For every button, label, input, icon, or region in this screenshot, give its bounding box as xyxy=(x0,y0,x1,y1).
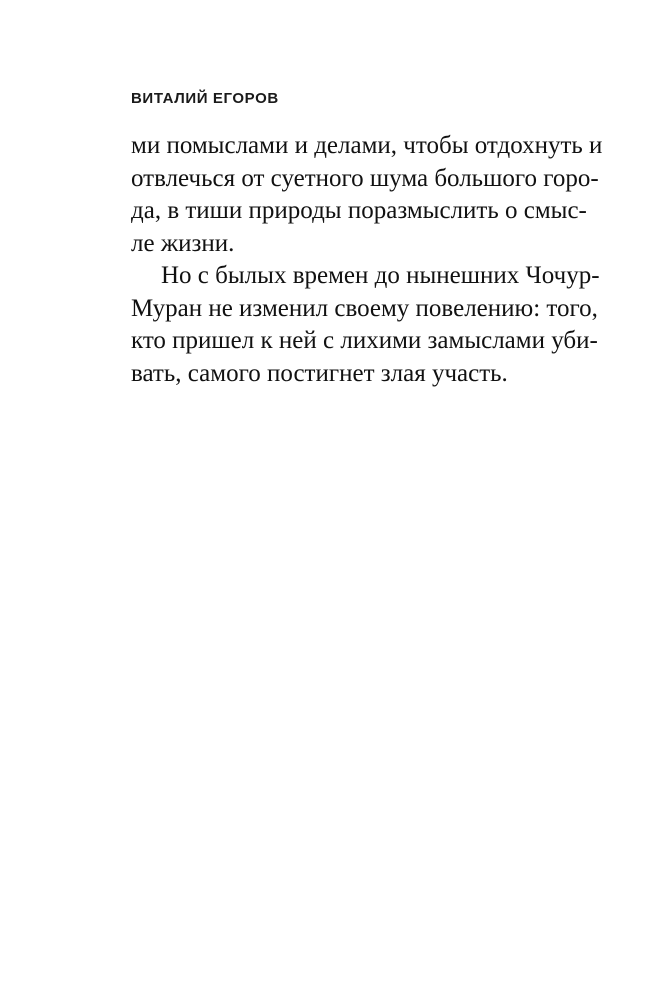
text-line: кто пришел к ней с лихими замыслами уби- xyxy=(131,327,598,354)
paragraph-1 xyxy=(131,130,603,260)
text-line: ми помыслами и делами, чтобы отдохнуть и xyxy=(131,132,603,159)
text-line: Муран не изменил своему повелению: того, xyxy=(131,294,598,322)
paragraph-2 xyxy=(131,260,600,390)
text-line: отвлечься от суетного шума большого горо- xyxy=(131,164,599,192)
text-line: Но с былых времен до нынешних Чочур- xyxy=(161,262,600,289)
body-text xyxy=(131,130,603,390)
text-line: ле жизни. xyxy=(131,229,235,257)
running-header-author: ВИТАЛИЙ ЕГОРОВ xyxy=(131,90,279,107)
text-line: вать, самого постигнет злая участь. xyxy=(131,359,508,387)
text-line: да, в тиши природы поразмыслить о смыс- xyxy=(131,197,587,224)
